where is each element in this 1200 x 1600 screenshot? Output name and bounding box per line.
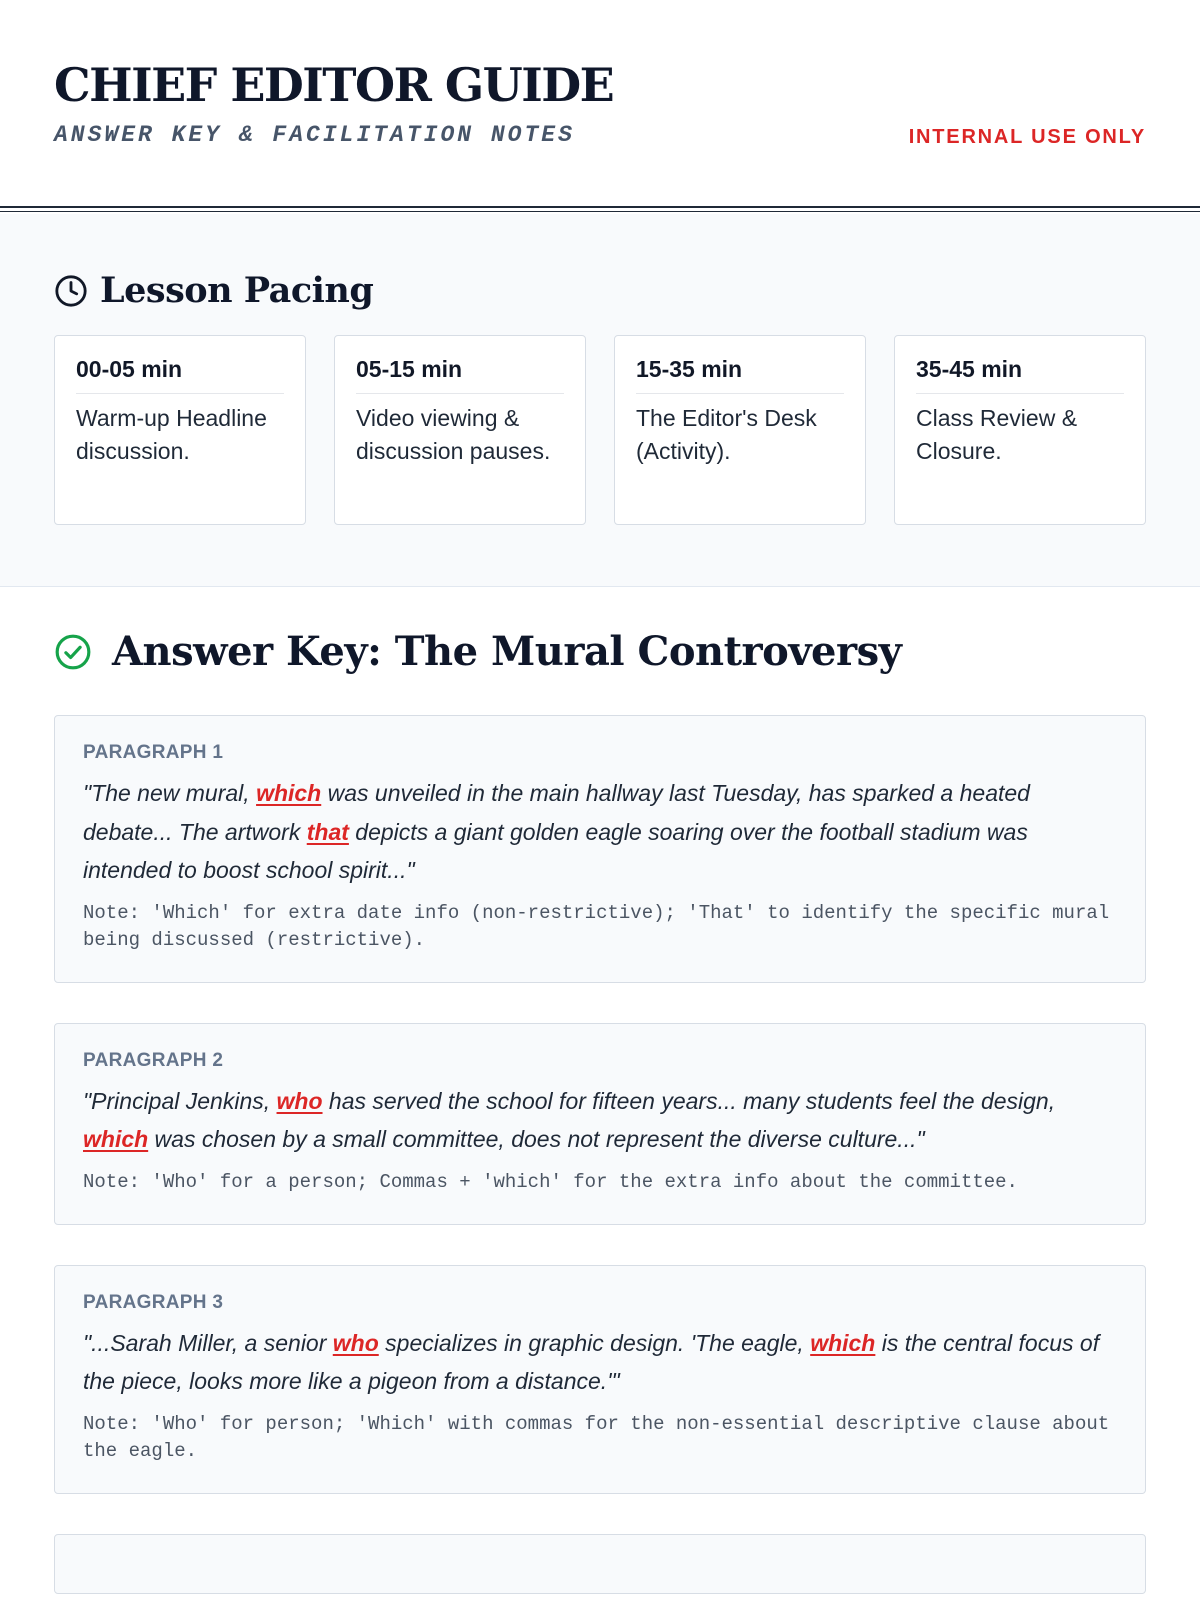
page-title: CHIEF EDITOR GUIDE: [54, 58, 614, 112]
pacing-card-time: 00-05 min: [76, 356, 284, 394]
answer-key-heading: Answer Key: The Mural Controversy: [112, 628, 902, 675]
page-header: [0, 0, 1200, 208]
lesson-pacing-heading: Lesson Pacing: [100, 270, 374, 311]
paragraph-card: [54, 715, 1146, 983]
pacing-card: [54, 335, 306, 525]
pacing-cards: [54, 335, 1146, 525]
page-subtitle: ANSWER KEY & FACILITATION NOTES: [54, 122, 575, 148]
paragraph-quote: "...Sarah Miller, a senior who specializes in graphic design. 'The eagle, which is the central focus of the piece, looks more like a pigeon from a distance.'": [83, 1329, 1100, 1394]
pacing-card-description: Video viewing & discussion pauses.: [356, 405, 551, 464]
pacing-card-time: 05-15 min: [356, 356, 564, 394]
answer-word: which: [83, 1126, 149, 1152]
paragraph-note: Note: 'Which' for extra date info (non-restrictive); 'That' to identify the specific mural being discussed (restrictive).: [83, 901, 1110, 951]
answer-word: who: [276, 1087, 323, 1114]
pacing-card-time: 15-35 min: [636, 356, 844, 394]
paragraph-label: PARAGRAPH 1: [83, 742, 224, 763]
pacing-card-description: Class Review & Closure.: [916, 405, 1078, 464]
paragraph-card: [54, 1023, 1146, 1225]
pacing-card-time: 35-45 min: [916, 356, 1124, 394]
paragraph-note: Note: 'Who' for person; 'Which' with commas for the non-essential descriptive clause about the eagle.: [83, 1412, 1110, 1462]
pacing-card: [614, 335, 866, 525]
answer-word: that: [306, 818, 349, 845]
paragraph-quote: "Principal Jenkins, who has served the school for fifteen years... many students feel the design, which was chosen by a small committee, does not represent the diverse culture...": [83, 1087, 1056, 1152]
pacing-card: [334, 335, 586, 525]
paragraph-card: [54, 1265, 1146, 1494]
paragraph-quote: "The new mural, which was unveiled in the main hallway last Tuesday, has sparked a heated debate... The artwork that depicts a giant golden eagle soaring over the football stadium was intended to boost school spirit...": [83, 780, 1030, 883]
pacing-card: [894, 335, 1146, 525]
answer-word: which: [810, 1329, 876, 1356]
lesson-pacing-heading-row: [54, 270, 1146, 311]
paragraph-label: PARAGRAPH 2: [83, 1049, 224, 1071]
answer-word: who: [332, 1329, 379, 1356]
lesson-pacing-section: [0, 214, 1200, 587]
paragraph-note: Note: 'Who' for a person; Commas + 'which' for the extra info about the committee.: [83, 1170, 1018, 1193]
answer-key-heading-row: [54, 628, 1146, 675]
check-circle-icon: [54, 633, 92, 671]
clock-icon: [54, 274, 88, 308]
pacing-card-description: The Editor's Desk (Activity).: [636, 405, 817, 464]
pacing-card-description: Warm-up Headline discussion.: [76, 405, 267, 464]
paragraph-label: PARAGRAPH 3: [83, 1291, 224, 1313]
paragraph-card: [54, 1534, 1146, 1594]
answer-word: which: [256, 780, 322, 806]
internal-use-badge: INTERNAL USE ONLY: [908, 126, 1146, 148]
answer-key-section: [0, 588, 1200, 1594]
